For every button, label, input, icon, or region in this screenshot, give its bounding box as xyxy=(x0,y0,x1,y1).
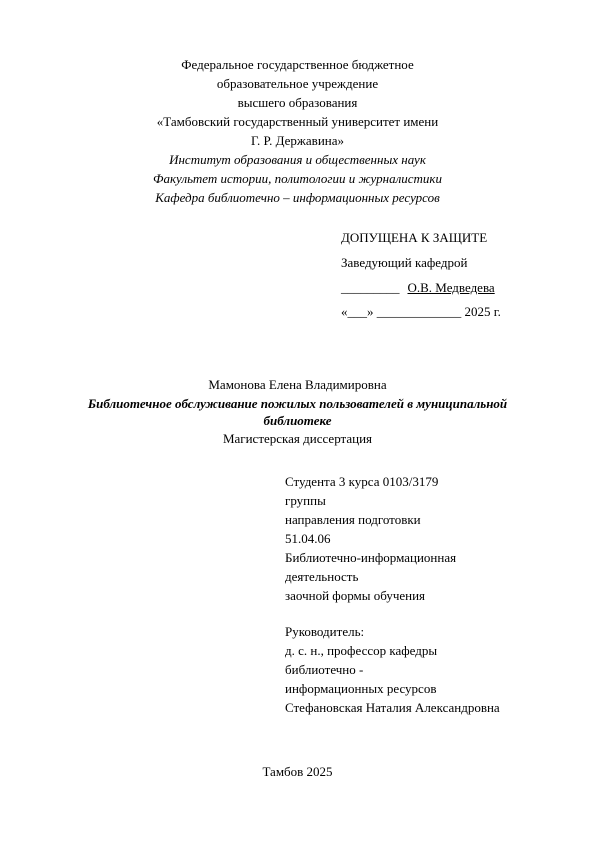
supervisor-line-1: Руководитель: xyxy=(285,624,365,639)
signature-blank: _________ xyxy=(341,280,400,295)
head-name: О.В. Медведева xyxy=(407,280,495,295)
approval-title: ДОПУЩЕНА К ЗАЩИТЕ xyxy=(341,230,488,245)
student-line-4: 51.04.06 xyxy=(285,531,331,546)
org-line-4: «Тамбовский государственный университет имени xyxy=(156,114,439,129)
supervisor-name: Стефановская Наталия Александровна xyxy=(285,700,500,715)
approval-role: Заведующий кафедрой xyxy=(341,255,468,270)
supervisor-line-4: информационных ресурсов xyxy=(285,681,437,696)
institute-line: Институт образования и общественных наук xyxy=(169,152,426,167)
department-line: Кафедра библиотечно – информационных ресурсов xyxy=(155,190,440,205)
supervisor-line-2: д. с. н., профессор кафедры xyxy=(285,643,438,658)
student-line-7: заочной формы обучения xyxy=(285,588,426,603)
approval-signature-row xyxy=(341,280,495,296)
thesis-type: Магистерская диссертация xyxy=(222,431,373,446)
org-line-1: Федеральное государственное бюджетное xyxy=(181,57,414,72)
org-line-3: высшего образования xyxy=(237,95,358,110)
student-line-1: Студента 3 курса 0103/3179 xyxy=(285,474,439,489)
thesis-title-line-2: библиотеке xyxy=(263,413,332,428)
supervisor-line-3: библиотечно - xyxy=(285,662,364,677)
author-name: Мамонова Елена Владимировна xyxy=(208,377,387,392)
student-line-5: Библиотечно-информационная xyxy=(285,550,457,565)
org-line-5: Г. Р. Державина» xyxy=(250,133,345,148)
student-line-2: группы xyxy=(285,493,326,508)
faculty-line: Факультет истории, политологии и журналистики xyxy=(152,171,442,186)
student-line-6: деятельность xyxy=(285,569,359,584)
approval-date: «___» _____________ 2025 г. xyxy=(341,304,501,319)
city-year: Тамбов 2025 xyxy=(262,764,333,779)
thesis-title-line-1: Библиотечное обслуживание пожилых пользователей в муниципальной xyxy=(87,396,508,411)
org-line-2: образовательное учреждение xyxy=(216,76,379,91)
student-line-3: направления подготовки xyxy=(285,512,421,527)
